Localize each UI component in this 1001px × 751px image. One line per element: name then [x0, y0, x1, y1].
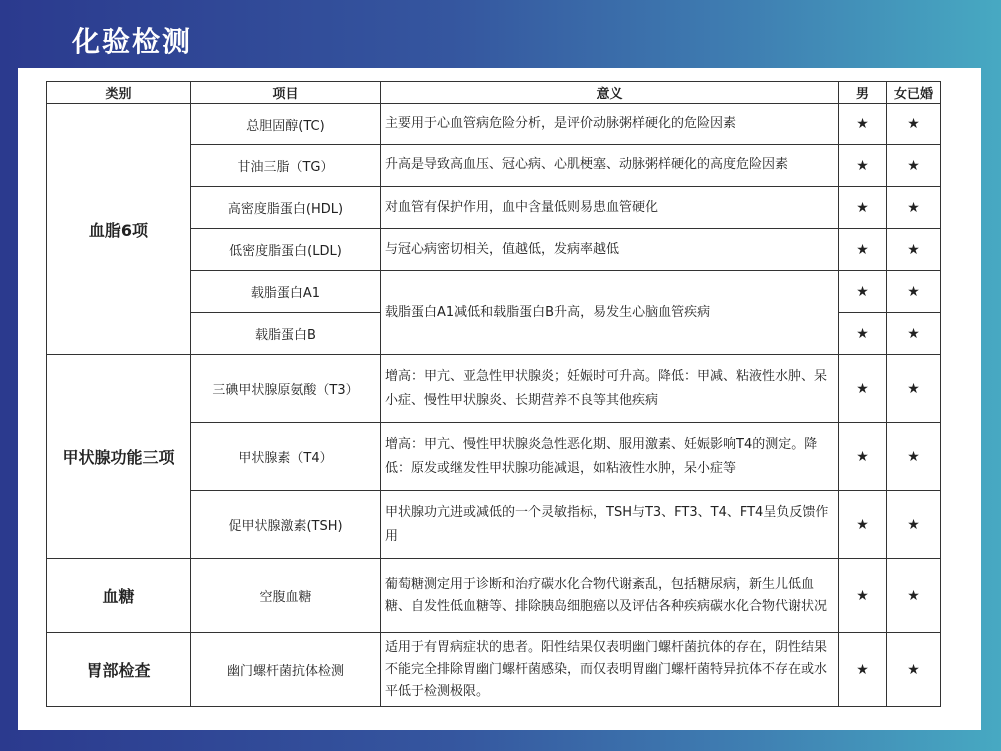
lab-test-table: [46, 81, 941, 707]
male-star: ★: [839, 559, 887, 633]
female-star: ★: [887, 491, 941, 559]
item-cell: 载脂蛋白B: [191, 313, 381, 355]
content-card: [18, 68, 981, 730]
male-star: ★: [839, 313, 887, 355]
item-cell: 总胆固醇(TC): [191, 104, 381, 145]
female-star: ★: [887, 633, 941, 707]
header-category: 类别: [47, 82, 191, 104]
male-star: ★: [839, 423, 887, 491]
meaning-cell: 主要用于心血管病危险分析，是评价动脉粥样硬化的危险因素: [381, 104, 839, 145]
meaning-cell: 葡萄糖测定用于诊断和治疗碳水化合物代谢紊乱，包括糖尿病，新生儿低血糖、自发性低血糖等、排除胰岛细胞癌以及评估各种疾病碳水化合物代谢状况: [381, 559, 839, 633]
item-cell: 甘油三脂（TG）: [191, 145, 381, 187]
male-star: ★: [839, 491, 887, 559]
meaning-cell: 与冠心病密切相关，值越低，发病率越低: [381, 229, 839, 271]
meaning-cell: 对血管有保护作用，血中含量低则易患血管硬化: [381, 187, 839, 229]
item-cell: 三碘甲状腺原氨酸（T3）: [191, 355, 381, 423]
male-star: ★: [839, 355, 887, 423]
male-star: ★: [839, 633, 887, 707]
table-row: [47, 559, 941, 633]
female-star: ★: [887, 229, 941, 271]
female-star: ★: [887, 355, 941, 423]
meaning-cell: 适用于有胃病症状的患者。阳性结果仅表明幽门螺杆菌抗体的存在，阴性结果不能完全排除胃幽门螺杆菌感染，而仅表明胃幽门螺杆菌特异抗体不存在或水平低于检测极限。: [381, 633, 839, 707]
meaning-cell: 升高是导致高血压、冠心病、心肌梗塞、动脉粥样硬化的高度危险因素: [381, 145, 839, 187]
category-cell: 血糖: [47, 559, 191, 633]
male-star: ★: [839, 187, 887, 229]
header-meaning: 意义: [381, 82, 839, 104]
table-row: [47, 633, 941, 707]
category-cell: 血脂6项: [47, 104, 191, 355]
table-header-row: [47, 82, 941, 104]
meaning-cell: 增高：甲亢、亚急性甲状腺炎；妊娠时可升高。降低：甲减、粘液性水肿、呆小症、慢性甲状腺炎、长期营养不良等其他疾病: [381, 355, 839, 423]
header-male: 男: [839, 82, 887, 104]
female-star: ★: [887, 313, 941, 355]
male-star: ★: [839, 145, 887, 187]
meaning-cell: 载脂蛋白A1减低和载脂蛋白B升高，易发生心脑血管疾病: [381, 271, 839, 355]
item-cell: 甲状腺素（T4）: [191, 423, 381, 491]
female-star: ★: [887, 187, 941, 229]
header-female-married: 女已婚: [887, 82, 941, 104]
item-cell: 促甲状腺激素(TSH): [191, 491, 381, 559]
header-item: 项目: [191, 82, 381, 104]
item-cell: 幽门螺杆菌抗体检测: [191, 633, 381, 707]
table-row: [47, 104, 941, 145]
category-cell: 甲状腺功能三项: [47, 355, 191, 559]
female-star: ★: [887, 271, 941, 313]
male-star: ★: [839, 229, 887, 271]
item-cell: 载脂蛋白A1: [191, 271, 381, 313]
male-star: ★: [839, 104, 887, 145]
item-cell: 低密度脂蛋白(LDL): [191, 229, 381, 271]
female-star: ★: [887, 145, 941, 187]
meaning-cell: 增高：甲亢、慢性甲状腺炎急性恶化期、服用激素、妊娠影响T4的测定。降低：原发或继发性甲状腺功能减退，如粘液性水肿，呆小症等: [381, 423, 839, 491]
category-cell: 胃部检查: [47, 633, 191, 707]
item-cell: 空腹血糖: [191, 559, 381, 633]
table-row: [47, 355, 941, 423]
female-star: ★: [887, 104, 941, 145]
female-star: ★: [887, 423, 941, 491]
meaning-cell: 甲状腺功亢进或减低的一个灵敏指标，TSH与T3、FT3、T4、FT4呈负反馈作用: [381, 491, 839, 559]
item-cell: 高密度脂蛋白(HDL): [191, 187, 381, 229]
female-star: ★: [887, 559, 941, 633]
page-title: 化验检测: [72, 25, 193, 58]
male-star: ★: [839, 271, 887, 313]
